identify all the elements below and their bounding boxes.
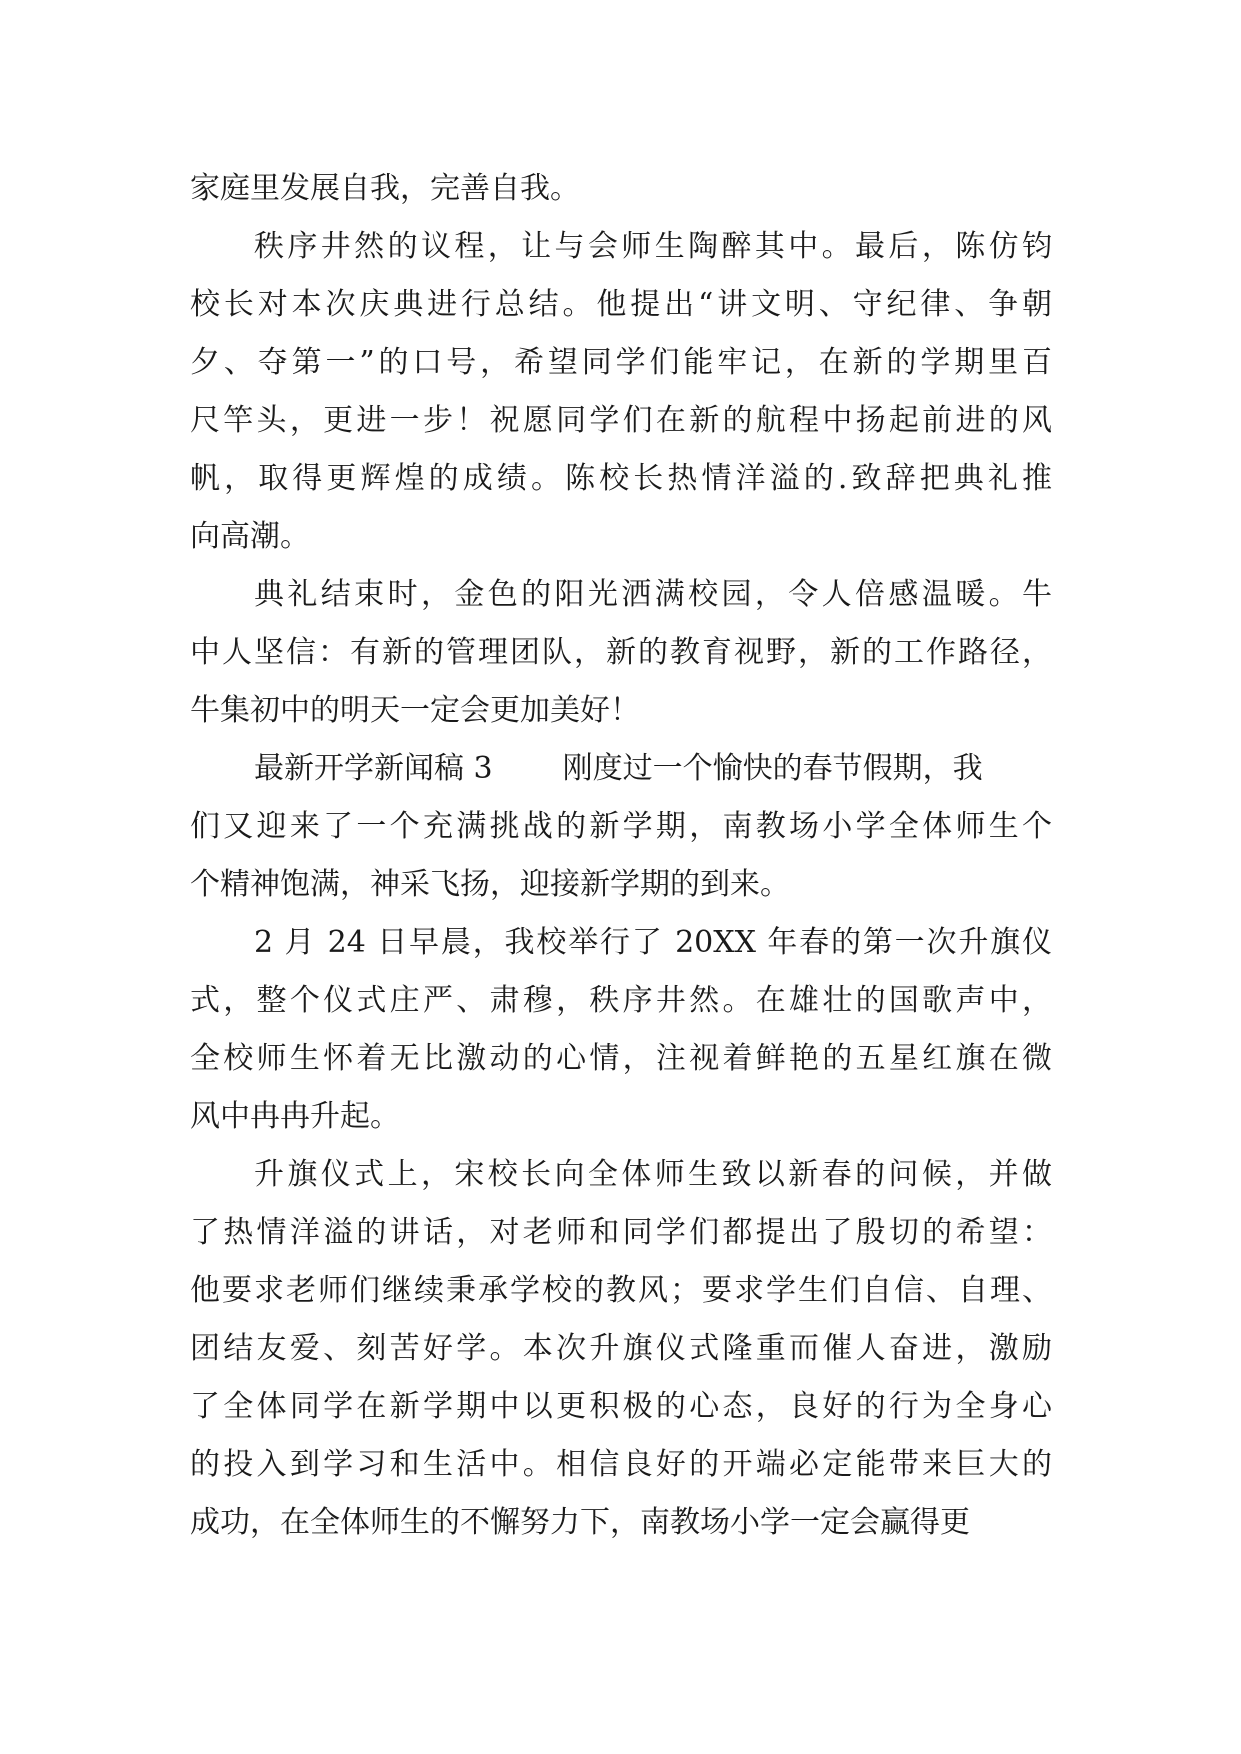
text-line: 夕、夺第一”的口号，希望同学们能牢记，在新的学期里百 xyxy=(190,345,1052,380)
text-line: 个精神饱满，神采飞扬，迎接新学期的到来。 xyxy=(190,867,790,902)
paragraph-ceremony-end xyxy=(190,566,1052,740)
text-line: 成功，在全体师生的不懈努力下，南教场小学一定会赢得更 xyxy=(190,1505,970,1540)
text-line: 式，整个仪式庄严、肃穆，秩序井然。在雄壮的国歌声中， xyxy=(190,983,1052,1018)
text-line: 秩序井然的议程，让与会师生陶醉其中。最后，陈仿钧 xyxy=(254,229,1052,264)
text-line: 升旗仪式上，宋校长向全体师生致以新春的问候，并做 xyxy=(254,1157,1052,1192)
text-line: 家庭里发展自我，完善自我。 xyxy=(190,171,580,206)
paragraph-flag-raising xyxy=(190,914,1052,1146)
text-line xyxy=(190,740,1052,798)
document-body xyxy=(190,160,1052,1552)
text-line: 尺竿头，更进一步！祝愿同学们在新的航程中扬起前进的风 xyxy=(190,403,1052,438)
text-line: 他要求老师们继续秉承学校的教风；要求学生们自信、自理、 xyxy=(190,1273,1052,1308)
paragraph-principal-speech xyxy=(190,1146,1052,1552)
paragraph-continued xyxy=(190,160,1052,218)
news-heading: 最新开学新闻稿 3 xyxy=(254,751,493,786)
text-line: 了全体同学在新学期中以更积极的心态，良好的行为全身心 xyxy=(190,1389,1052,1424)
text-line: 的投入到学习和生活中。相信良好的开端必定能带来巨大的 xyxy=(190,1447,1052,1482)
text-line: 典礼结束时，金色的阳光洒满校园，令人倍感温暖。牛 xyxy=(254,577,1052,612)
text-line: 了热情洋溢的讲话，对老师和同学们都提出了殷切的希望： xyxy=(190,1215,1052,1250)
text-line: 牛集初中的明天一定会更加美好！ xyxy=(190,693,640,728)
text-line: 全校师生怀着无比激动的心情，注视着鲜艳的五星红旗在微 xyxy=(190,1041,1052,1076)
text-line: 向高潮。 xyxy=(190,519,310,554)
paragraph-news-3 xyxy=(190,740,1052,914)
text-line: 帆，取得更辉煌的成绩。陈校长热情洋溢的.致辞把典礼推 xyxy=(190,461,1052,496)
text-line: 中人坚信：有新的管理团队，新的教育视野，新的工作路径， xyxy=(190,635,1052,670)
text-line: 2 月 24 日早晨，我校举行了 20XX 年春的第一次升旗仪 xyxy=(254,925,1052,960)
text-line: 团结友爱、刻苦好学。本次升旗仪式隆重而催人奋进，激励 xyxy=(190,1331,1052,1366)
text-line: 校长对本次庆典进行总结。他提出“讲文明、守纪律、争朝 xyxy=(190,287,1052,322)
text-line: 风中冉冉升起。 xyxy=(190,1099,400,1134)
text-line-content: 刚度过一个愉快的春节假期，我 xyxy=(562,751,983,786)
paragraph-ceremony-summary xyxy=(190,218,1052,566)
text-line: 们又迎来了一个充满挑战的新学期，南教场小学全体师生个 xyxy=(190,809,1052,844)
